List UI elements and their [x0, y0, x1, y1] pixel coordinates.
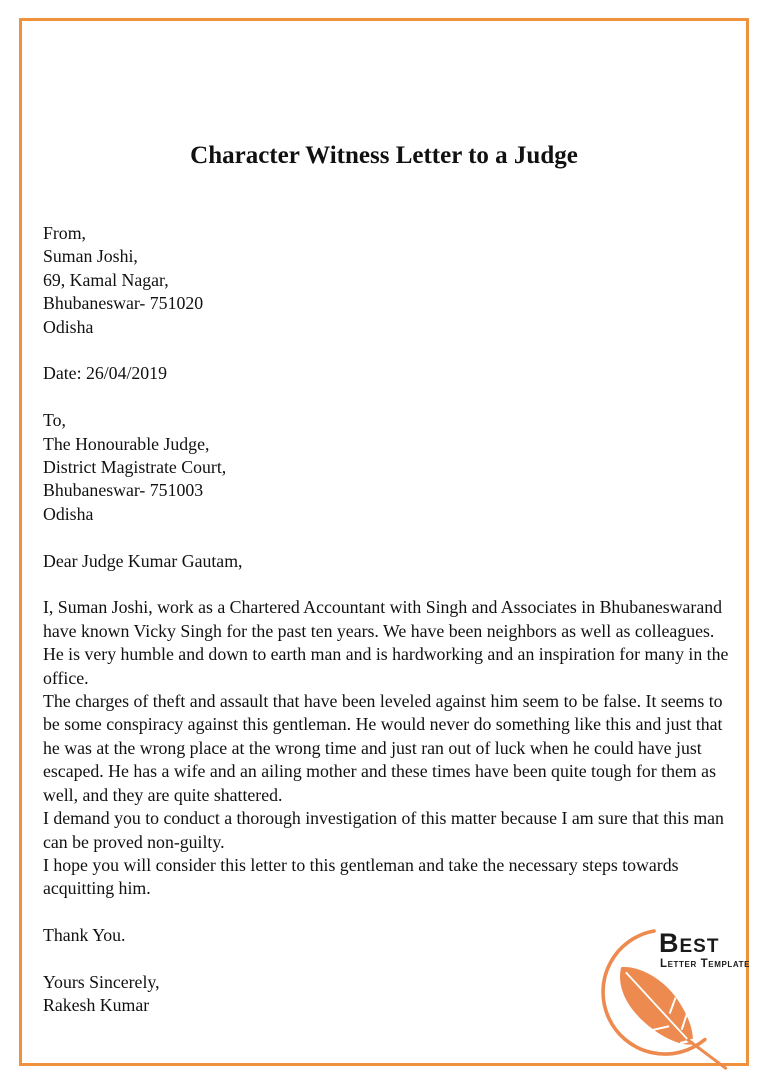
to-block — [43, 409, 739, 526]
to-address-line: The Honourable Judge, — [43, 433, 210, 454]
from-address-line: Bhubaneswar- 751020 — [43, 293, 204, 314]
brand-logo — [588, 918, 758, 1078]
letter-paragraphs — [43, 596, 739, 900]
from-address-line: 69, Kamal Nagar, — [43, 269, 169, 290]
body-paragraph: I demand you to conduct a thorough investigation of this matter because I am sure that this man can be proved non-guilty. — [43, 808, 724, 852]
to-address-line: Odisha — [43, 503, 94, 524]
body-paragraph: I hope you will consider this letter to this gentleman and take the necessary steps towards acquitting him. — [43, 854, 679, 899]
from-address-line: Odisha — [43, 316, 94, 337]
body-paragraph: I, Suman Joshi, work as a Chartered Accountant with Singh and Associates in Bhubaneswarand have known Vicky Singh for the past ten years. We have been neighbors as well as colleagues. He is very humble and down to earth man and is hardworking and an inspiration for many in the office. — [43, 597, 729, 688]
signature-name: Rakesh Kumar — [43, 995, 150, 1016]
closing-line: Yours Sincerely, — [43, 971, 160, 992]
body-paragraph: The charges of theft and assault that have been leveled against him seem to be false. It seems to be some conspiracy against this gentleman. He would never do something like this and just that he was at the wrong place at the wrong time and just ran out of luck when he could have just escaped. He has a wife and an ailing mother and these times have been quite tough for them as well, and they are quite shattered. — [43, 691, 723, 805]
date-line: Date: 26/04/2019 — [43, 363, 167, 384]
logo-brand-text: Best — [659, 928, 720, 958]
thanks-line: Thank You. — [43, 925, 126, 946]
letter-body — [43, 222, 739, 1018]
logo-subtitle-text: Letter Template — [660, 958, 751, 970]
from-address-line: Suman Joshi, — [43, 246, 138, 267]
to-address-line: District Magistrate Court, — [43, 457, 227, 478]
to-label: To, — [43, 410, 66, 431]
salutation: Dear Judge Kumar Gautam, — [43, 550, 243, 571]
to-address-line: Bhubaneswar- 751003 — [43, 480, 204, 501]
from-block — [43, 222, 739, 339]
page-title: Character Witness Letter to a Judge — [190, 142, 578, 169]
from-label: From, — [43, 223, 86, 243]
